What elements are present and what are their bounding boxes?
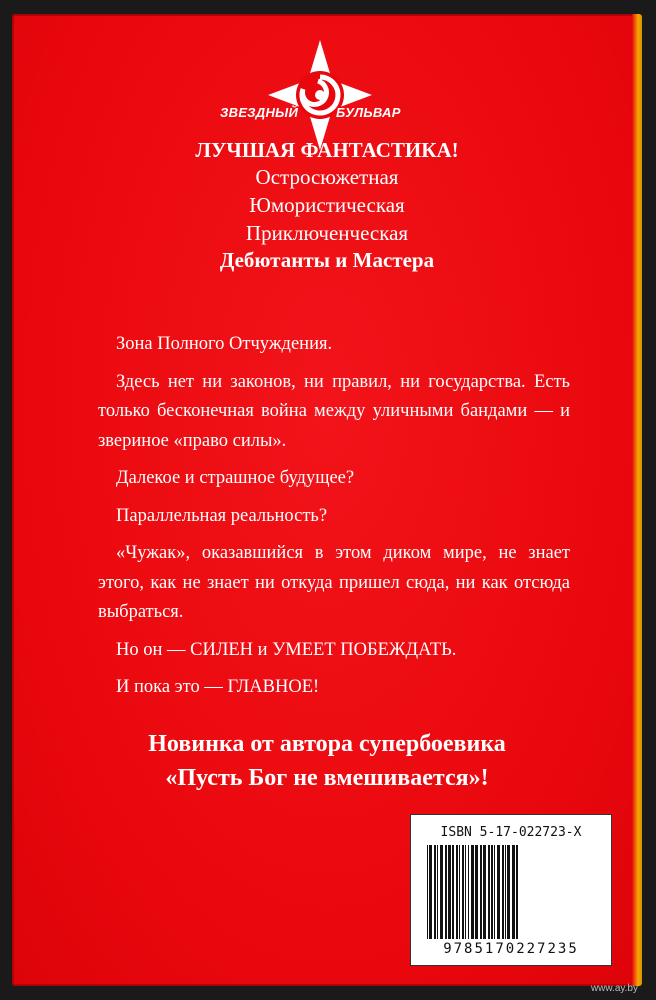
blurb-paragraph: Зона Полного Отчуждения. <box>116 334 333 354</box>
blurb-paragraph: Но он — СИЛЕН и УМЕЕТ ПОБЕЖДАТЬ. <box>116 639 457 660</box>
barcode-bar <box>488 845 490 939</box>
publisher-logo <box>220 40 420 150</box>
watermark: www.ay.by <box>590 983 638 994</box>
blurb-paragraph: Здесь нет ни законов, ни правил, ни государства. Есть только бесконечная война между уличными бандами — и звериное «право силы». <box>98 371 570 451</box>
barcode-bar <box>505 845 506 939</box>
barcode-bar <box>468 845 469 939</box>
barcode-bar <box>452 845 454 939</box>
barcode-bar <box>483 845 486 939</box>
barcode-bar <box>429 845 432 939</box>
promo-line-2: «Пусть Бог не вмешивается»! <box>165 765 489 791</box>
barcode-bar <box>440 845 443 939</box>
promo-line-1: Новинка от автора супербоевика <box>148 731 506 757</box>
blurb-paragraph: Параллельная реальность? <box>116 505 328 526</box>
barcode-bar <box>475 845 478 939</box>
barcode-bars <box>427 845 595 939</box>
barcode-bar <box>516 845 518 939</box>
barcode-bar <box>427 845 428 939</box>
barcode <box>410 814 612 966</box>
logo-right-text: БУЛЬВАР <box>336 105 401 120</box>
blurb-paragraph: «Чужак», оказавшийся в этом диком мире, не знает этого, как не знает ни откуда пришел сюда, ни как отсюда выбраться. <box>98 543 570 622</box>
barcode-bar <box>507 845 510 939</box>
barcode-bar <box>448 845 451 939</box>
logo-left-text: ЗВЕЗДНЫЙ <box>220 105 299 120</box>
barcode-bar <box>465 845 466 939</box>
barcode-bar <box>502 845 504 939</box>
barcode-digits: 9785170227235 <box>443 941 579 957</box>
book-back-cover <box>12 14 642 986</box>
barcode-bar <box>497 845 500 939</box>
isbn-label: ISBN 5-17-022723-X <box>440 825 582 840</box>
blurb-text <box>98 330 570 711</box>
genre-line-3: Приключенческая <box>245 221 409 245</box>
barcode-bar <box>456 845 458 939</box>
blurb-paragraph: Далекое и страшное будущее? <box>116 468 355 488</box>
blurb-paragraph: И пока это — ГЛАВНОЕ! <box>116 677 320 697</box>
barcode-bar <box>462 845 464 939</box>
barcode-bar <box>480 845 482 939</box>
genre-line-1: Остросюжетная <box>255 165 399 189</box>
barcode-bar <box>491 845 493 939</box>
series-subtitle: Дебютанты и Мастера <box>219 248 435 272</box>
genre-line-2: Юмористическая <box>249 193 405 217</box>
barcode-bar <box>437 845 438 939</box>
barcode-bar <box>445 845 447 939</box>
series-title: ЛУЧШАЯ ФАНТАСТИКА! <box>195 138 459 162</box>
barcode-bar <box>494 845 495 939</box>
barcode-bar <box>434 845 436 939</box>
star-swirl-icon <box>220 40 420 150</box>
barcode-bar <box>512 845 515 939</box>
barcode-bar <box>471 845 474 939</box>
barcode-bar <box>459 845 460 939</box>
